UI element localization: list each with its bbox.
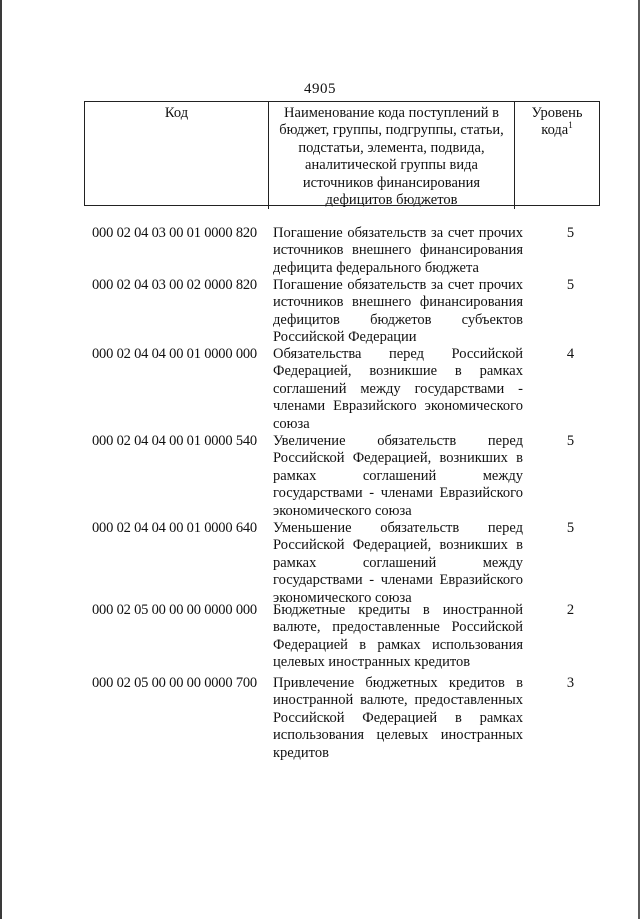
header-code-label: Код bbox=[164, 105, 189, 121]
row-level: 3 bbox=[566, 675, 575, 691]
row-code: 000 02 04 04 00 01 0000 000 bbox=[92, 346, 257, 362]
table-row bbox=[92, 277, 592, 346]
page-number: 4905 bbox=[304, 81, 336, 97]
table-header bbox=[84, 101, 600, 209]
row-description: Привлечение бюджетных кредитов в иностранной валюте, предоставленных Российской Федерацией в рамках использования целевых иностранных кредитов bbox=[273, 675, 523, 761]
header-level-footnote: 1 bbox=[568, 120, 573, 131]
header-name-cell bbox=[268, 102, 514, 209]
table-row bbox=[92, 675, 592, 763]
table-row bbox=[92, 346, 592, 433]
row-code: 000 02 04 04 00 01 0000 640 bbox=[92, 520, 257, 536]
header-level-cell bbox=[514, 102, 599, 209]
row-level: 5 bbox=[566, 277, 575, 293]
row-code: 000 02 04 03 00 01 0000 820 bbox=[92, 225, 257, 241]
header-name-label: Наименование кода поступлений в бюджет, группы, подгруппы, статьи, подстатьи, элемента, подвида, аналитической группы вида источников финансирования дефицитов бюджетов bbox=[279, 105, 504, 209]
row-description: Увеличение обязательств перед Российской Федерацией, возникших в рамках соглашений между государствами - членами Евразийского экономического союза bbox=[273, 433, 523, 519]
table-row bbox=[92, 433, 592, 520]
row-description: Уменьшение обязательств перед Российской Федерацией, возникших в рамках соглашений между государствами - членами Евразийского экономического союза bbox=[273, 520, 523, 606]
header-level-label: Уровень кода bbox=[531, 105, 583, 139]
row-level: 2 bbox=[566, 602, 575, 618]
table-row bbox=[92, 520, 592, 606]
row-description: Бюджетные кредиты в иностранной валюте, предоставленные Российской Федерацией в рамках использования целевых иностранных кредитов bbox=[273, 602, 523, 671]
row-code: 000 02 04 04 00 01 0000 540 bbox=[92, 433, 257, 449]
row-code: 000 02 05 00 00 00 0000 000 bbox=[92, 602, 257, 618]
table-body bbox=[92, 225, 592, 763]
row-code: 000 02 04 03 00 02 0000 820 bbox=[92, 277, 257, 293]
table-row bbox=[92, 225, 592, 277]
row-level: 5 bbox=[566, 433, 575, 449]
row-description: Погашение обязательств за счет прочих источников внешнего финансирования дефицита федерального бюджета bbox=[273, 225, 523, 276]
row-level: 5 bbox=[566, 520, 575, 536]
row-description: Обязательства перед Российской Федерацией, возникшие в рамках соглашений между государствами - членами Евразийского экономического союза bbox=[273, 346, 523, 432]
header-code-cell bbox=[85, 102, 268, 209]
table-row bbox=[92, 602, 592, 675]
row-level: 5 bbox=[566, 225, 575, 241]
row-code: 000 02 05 00 00 00 0000 700 bbox=[92, 675, 257, 691]
row-level: 4 bbox=[566, 346, 575, 362]
row-description: Погашение обязательств за счет прочих источников внешнего финансирования дефицитов бюджетов субъектов Российской Федерации bbox=[273, 277, 523, 346]
